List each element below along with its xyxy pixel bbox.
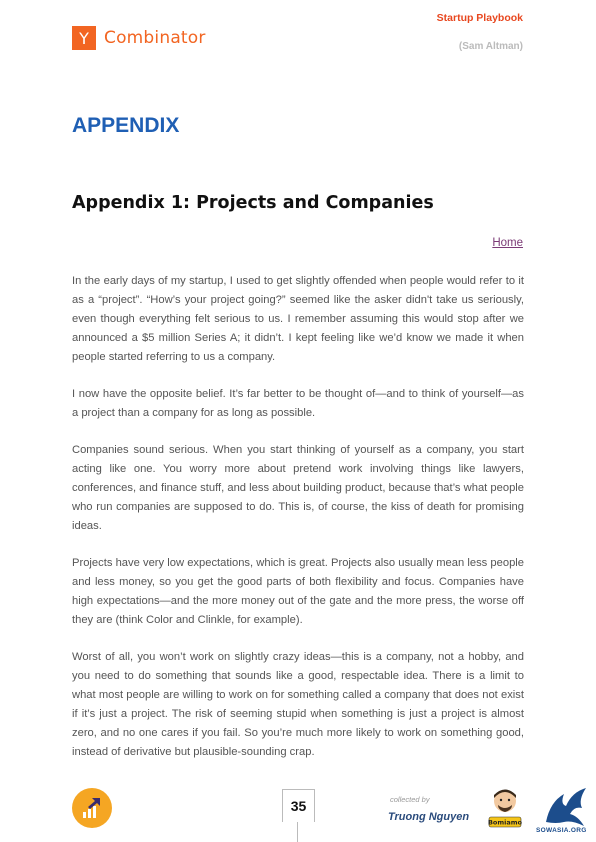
paragraph: In the early days of my startup, I used to get slightly offended when people would refer to it as a “project”. “How’s your project going?” seemed like the asker didn't take us seriously, even though everything felt serious to us. I remember assuming this would stop after we announced a $5 million Series A; it didn’t. I kept feeling like we’d know we made it when people started referring to us a company. [72, 275, 524, 363]
page-number-divider [297, 822, 298, 842]
rocket-chart-icon-svg [78, 794, 106, 822]
collector-name: Truong Nguyen [388, 811, 470, 823]
paragraph: Companies sound serious. When you start thinking of yourself as a company, you start acting like one. You worry more about pretend work involving things like lawyers, conferences, and finance stuff, and less about building product, because that’s what people who run companies are supposed to do. This is, of course, the kiss of death for promising ideas. [72, 444, 524, 532]
yc-logo-text: Combinator [104, 28, 206, 48]
appendix-heading: APPENDIX [72, 114, 180, 137]
paragraph: I now have the opposite belief. It’s far better to be thought of—and to think of yourself—as a project than a company for as long as possible. [72, 388, 524, 419]
section-heading: Appendix 1: Projects and Companies [72, 193, 434, 213]
yc-logo [72, 26, 206, 50]
home-link[interactable]: Home [492, 237, 523, 249]
paragraph: Worst of all, you won’t work on slightly crazy ideas—this is a company, not a hobby, and you need to do something that sounds like a good, respectable idea. There is a limit to what most people are willing to work on for something called a company that does not exist if it’s just a project. The risk of seeming stupid when something is just a project is almost zero, and no one cares if you fail. So you’re much more likely to work on something good, instead of derivative but plausible-sounding crap. [72, 651, 524, 758]
yc-logo-mark: Y [72, 26, 96, 50]
body-text [72, 272, 524, 780]
document-title: Startup Playbook [436, 12, 523, 24]
rocket-chart-icon [72, 788, 112, 828]
paragraph: Projects have very low expectations, which is great. Projects also usually mean less people and less money, so you get the good parts of both flexibility and focus. Companies have high expectations—and the more money out of the gate and the more press, the worse off they are (think Color and Clinkle, for example). [72, 557, 524, 626]
document-author: (Sam Altman) [458, 41, 523, 52]
avatar-badge-text: Bomiamo [487, 818, 523, 827]
page-number: 35 [282, 789, 315, 822]
collected-by-label: collected by [390, 795, 430, 804]
site-name: SOWASIA.ORG [536, 827, 587, 834]
collector-avatar [486, 786, 524, 830]
